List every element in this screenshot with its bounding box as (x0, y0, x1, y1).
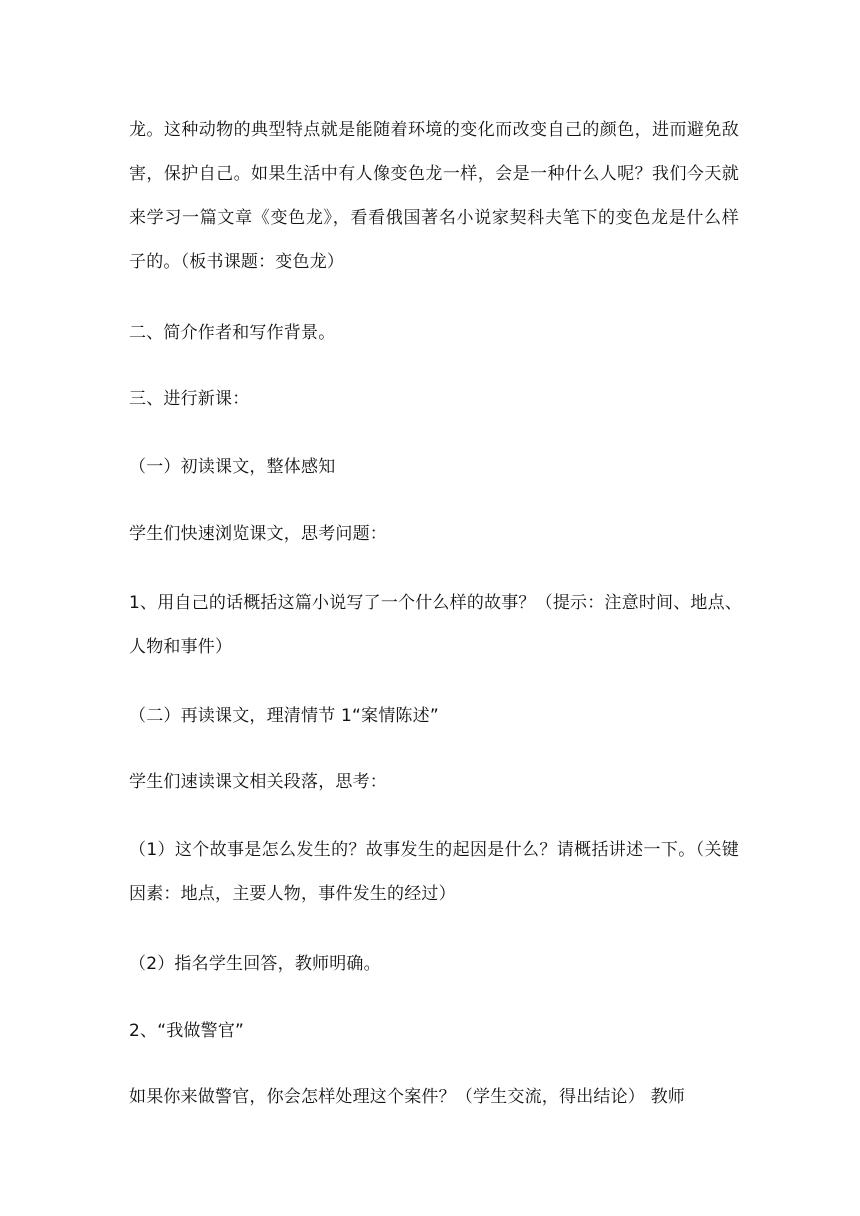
section-heading-author: 二、简介作者和写作背景。 (129, 323, 336, 343)
question-a-line-2: 因素：地点，主要人物，事件发生的经过） (129, 884, 456, 904)
subsection-first-reading: （一）初读课文，整体感知 (129, 457, 336, 477)
instruction-browse: 学生们快速浏览课文，思考问题： (129, 524, 387, 544)
question-b: （2）指名学生回答，教师明确。 (129, 954, 381, 974)
officer-paragraph-line-1: 如果你来做警官，你会怎样处理这个案件？（学生交流，得出结论） 教师 (129, 1087, 686, 1107)
section-heading-new-lesson: 三、进行新课： (129, 389, 250, 409)
instruction-skim: 学生们速读课文相关段落，思考： (129, 772, 387, 792)
question-1-line-1: 1、用自己的话概括这篇小说写了一个什么样的故事？（提示：注意时间、地点、 (129, 593, 743, 613)
question-1-line-2: 人物和事件） (129, 637, 233, 657)
paragraph-intro-line-4: 子的。（板书课题：变色龙） (129, 252, 345, 272)
question-a-line-1: （1）这个故事是怎么发生的？故事发生的起因是什么？请概括讲述一下。（关键 (129, 840, 739, 860)
subsection-officer: 2、“我做警官” (129, 1021, 245, 1041)
paragraph-intro-line-2: 害，保护自己。如果生活中有人像变色龙一样，会是一种什么人呢？我们今天就 (129, 164, 739, 184)
paragraph-intro-line-3: 来学习一篇文章《变色龙》，看看俄国著名小说家契科夫笔下的变色龙是什么样 (129, 208, 739, 228)
subsection-second-reading: （二）再读课文，理清情节 1“案情陈述” (129, 706, 439, 726)
paragraph-intro-line-1: 龙。这种动物的典型特点就是能随着环境的变化而改变自己的颜色，进而避免敌 (129, 120, 739, 140)
